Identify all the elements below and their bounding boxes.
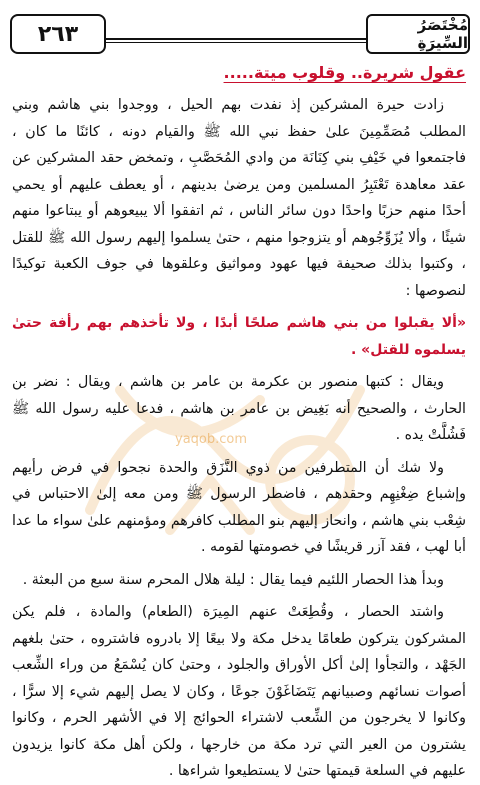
quoted-text: «ألا يقبلوا من بني هاشم صلحًا أبدًا ، ولا تأخذهم بهم رأفة حتىٰ يسلموه للقتل» .: [12, 315, 466, 358]
watermark-text: yaqob.com: [175, 432, 248, 447]
header-rule-thin: [106, 42, 366, 43]
page-header: [10, 14, 470, 54]
section-title: عقول شريرة.. وقلوب ميتة.....: [223, 63, 466, 82]
paragraph: ولا شك أن المتطرفين من ذوي النَّزَق والحدة نجحوا في فرض رأيهم وإشباع ضِغْنِهِم وحقدهم ، فاضطر الرسول ﷺ ومن معه إلىٰ الاحتباس في شِعْب بني هاشم ، وانحاز إليهم بنو المطلب كافرهم ومؤمنهم علىٰ سواء ما عدا أبا لهب ، فقد آزر قريشًا في خصومتها لقومه .: [12, 459, 466, 555]
paragraph: ويقال : كتبها منصور بن عكرمة بن عامر بن هاشم ، ويقال : نضر بن الحارث ، والصحيح أنه بَغِيض بن عامر بن هاشم ، فدعا عليه رسول الله ﷺ فَشُلَّتْ يده .: [12, 374, 466, 443]
paragraph: وبدأ هذا الحصار اللئيم فيما يقال : ليلة هلال المحرم سنة سبع من البعثة .: [22, 571, 444, 588]
paragraph: واشتد الحصار ، وقُطِعَتْ عنهم المِيرَة (الطعام) والمادة ، فلم يكن المشركون يتركون طعامًا يدخل مكة ولا بيعًا إلا بادروه فاشتروه ، حتىٰ بلغهم الجَهْد ، والتجأوا إلىٰ أكل الأوراق والجلود ، وحتىٰ كان يُسْمَعُ من وراء الشِّعب أصوات نسائهم وصبيانهم يَتَضَاغَوْنَ جوعًا ، وكان لا يصل إليهم شيء إلا سرًّا ، وكانوا لا يخرجون من الشِّعب لاشتراء الحوائج إلا في الأشهر الحرم ، وكانوا يشترون من العير التي ترد مكة من خارجها ، ولكن أهل مكة كانوا يزيدون عليهم في السلعة قيمتها حتىٰ لا يستطيعوا شراءها .: [12, 604, 466, 779]
main-text: [12, 92, 466, 785]
page-number: ٢٦٣: [10, 14, 106, 54]
paragraph: زادت حيرة المشركين إذ نفدت بهم الحيل ، ووجدوا بني هاشم وبني المطلب مُصَمِّمِينَ علىٰ حفظ نبي الله ﷺ والقيام دونه ، كائنًا ما كان ، فاجتمعوا في خَيْفِ بني كِنَانَة من وادي المُحَصَّبِ ، وتمخض حقد المشركين عن عقد معاهدة تَعْتَبِرُ المسلمين ومن يرضىٰ بدينهم ، أو يعطف عليهم أو يحمي أحدًا منهم حزبًا واحدًا دون سائر الناس ، ثم اتفقوا ألا يبيعوهم أو يبتاعوا منهم شيئًا ، وألا يُزَوِّجُوهم أو يتزوجوا منهم ، حتىٰ يسلموا إليهم رسول الله ﷺ للقتل ، وكتبوا بذلك صحيفة فيها عهود ومواثيق وعلقوها في جوف الكعبة توكيدًا لنصوصها :: [12, 97, 466, 299]
book-title: مُخْتَصَرُ السِّيرَةِ: [366, 14, 470, 54]
header-rule: [106, 38, 366, 40]
